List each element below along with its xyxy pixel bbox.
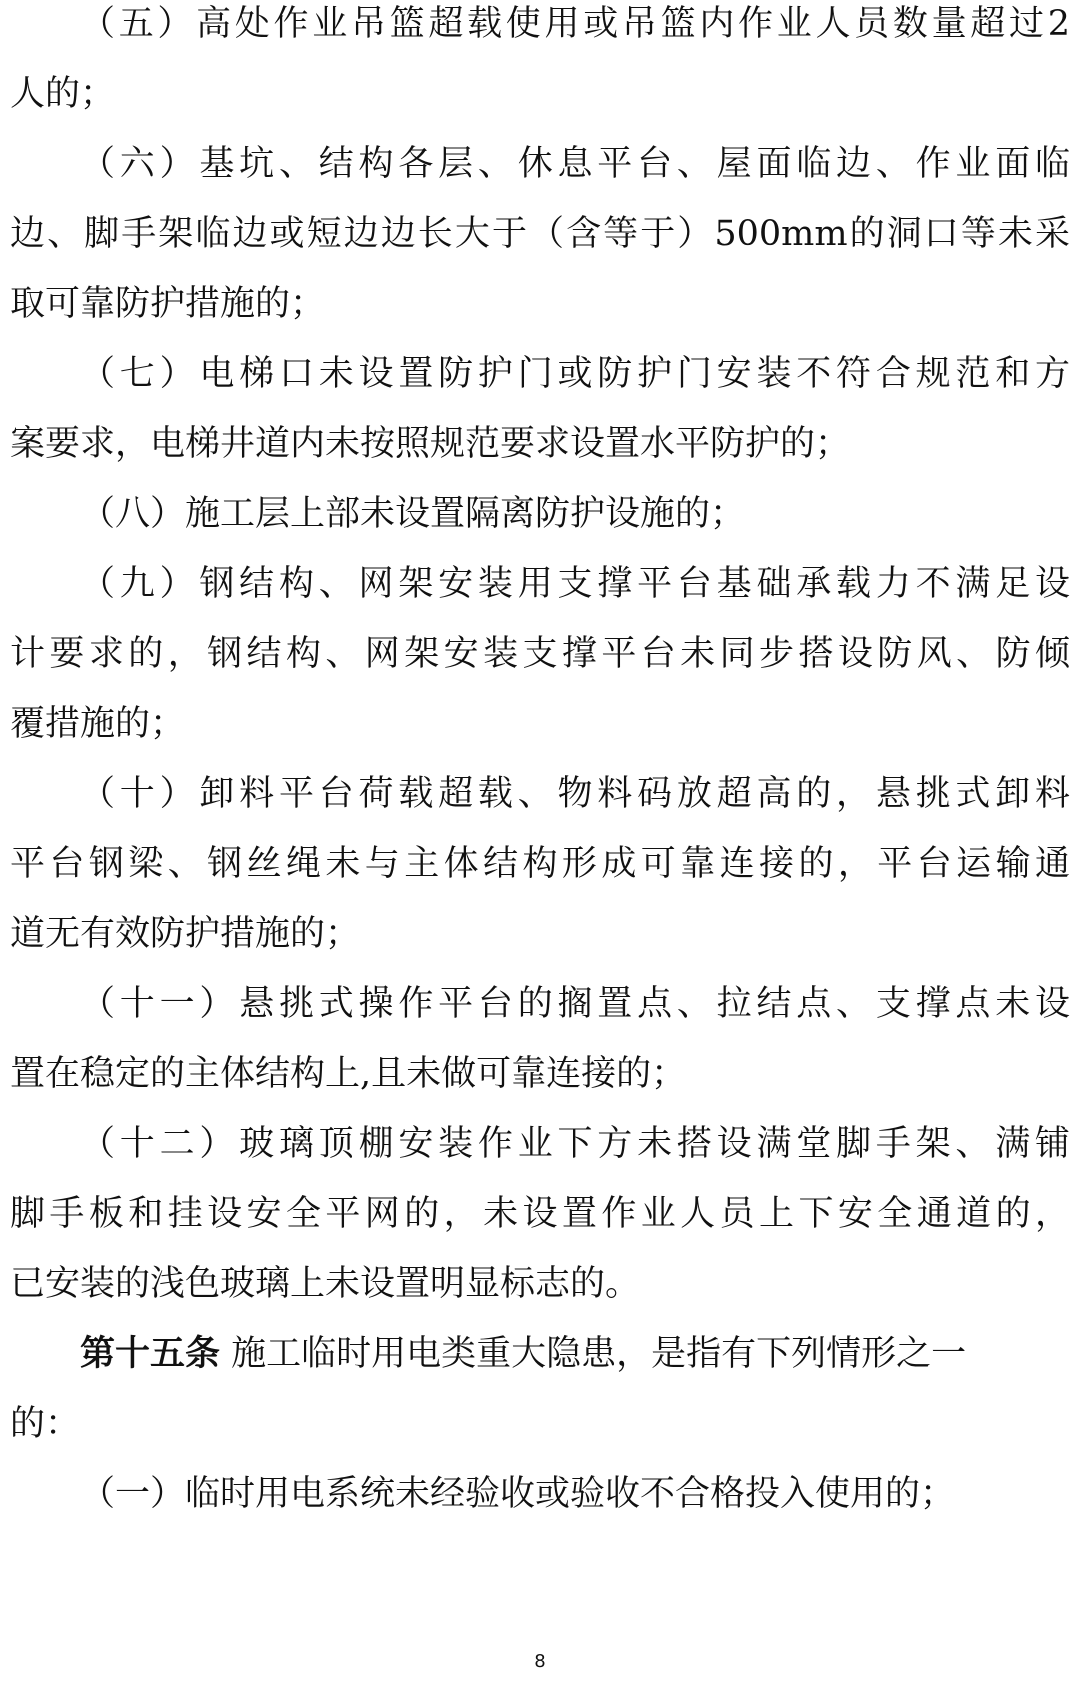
text-line: （八）施工层上部未设置隔离防护设施的； (80, 494, 746, 534)
text-line: 平台钢梁、钢丝绳未与主体结构形成可靠连接的，平台运输通 (10, 844, 1070, 884)
article-heading-line (80, 1324, 1070, 1384)
article-text: 施工临时用电类重大隐患，是指有下列情形之一 (231, 1334, 967, 1374)
text-line: （十二）玻璃顶棚安装作业下方未搭设满堂脚手架、满铺 (80, 1124, 1070, 1164)
article-number: 第十五条 (80, 1334, 221, 1374)
text-line: （十一）悬挑式操作平台的搁置点、拉结点、支撑点未设 (80, 984, 1070, 1024)
text-line: 边、脚手架临边或短边边长大于（含等于）500mm的洞口等未采 (10, 214, 1070, 254)
text-line: 计要求的，钢结构、网架安装支撑平台未同步搭设防风、防倾 (10, 634, 1070, 674)
text-line: 案要求，电梯井道内未按照规范要求设置水平防护的； (10, 424, 851, 464)
text-line: （九）钢结构、网架安装用支撑平台基础承载力不满足设 (80, 564, 1070, 604)
text-line: 脚手板和挂设安全平网的，未设置作业人员上下安全通道的， (10, 1194, 1070, 1234)
text-line: 覆措施的； (10, 704, 186, 744)
text-line: 人的； (10, 74, 116, 114)
text-line: （六）基坑、结构各层、休息平台、屋面临边、作业面临 (80, 144, 1070, 184)
article-continuation: 的： (10, 1404, 81, 1444)
text-line: （七）电梯口未设置防护门或防护门安装不符合规范和方 (80, 354, 1070, 394)
text-line: （十）卸料平台荷载超载、物料码放超高的，悬挑式卸料 (80, 774, 1070, 814)
text-line: （一）临时用电系统未经验收或验收不合格投入使用的； (80, 1474, 956, 1514)
text-line: （五）高处作业吊篮超载使用或吊篮内作业人员数量超过2 (80, 4, 1070, 44)
text-line: 已安装的浅色玻璃上未设置明显标志的。 (10, 1264, 641, 1304)
text-line: 取可靠防护措施的； (10, 284, 326, 324)
text-line: 置在稳定的主体结构上,且未做可靠连接的； (10, 1054, 687, 1094)
page-number: 8 (534, 1651, 546, 1672)
text-line: 道无有效防护措施的； (10, 914, 361, 954)
